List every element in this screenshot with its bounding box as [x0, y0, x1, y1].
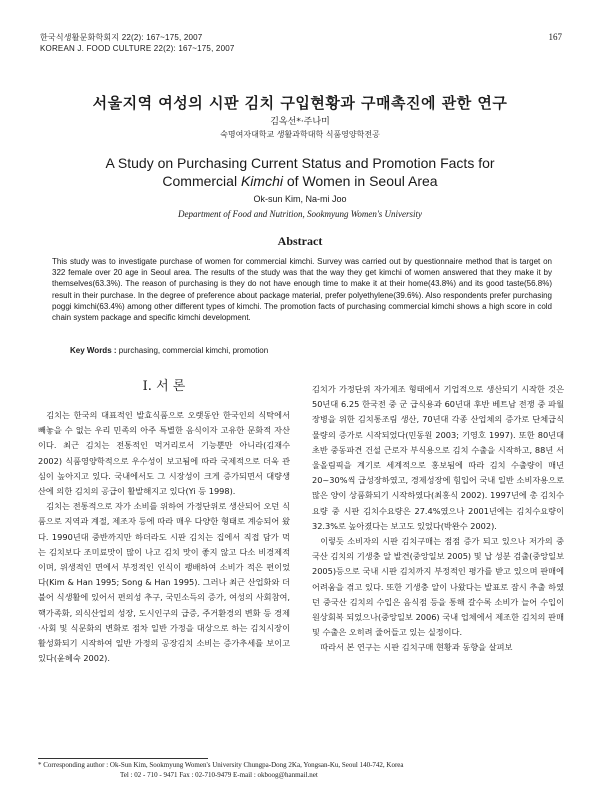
keywords [70, 346, 550, 355]
title-line2-pre: Commercial [162, 173, 241, 189]
abstract-text: This study was to investigate purchase of women for commercial kimchi. Survey was carried out by questionnaire method that is target on 322 female over 20 age in Seoul area. The results of the study was that the way they get kimchi of women answered that they make it by themselves(63.3%). The reason of purchasing is they do not have enough time to make it at their home(43.8%) and its good taste(56.8%) result in their purchase. In the degree of preference about package material, prefer polyethylene(39.6%). Also respondents prefer purchasing poggi kimchi(63.4%) among other different types of kimchi. The promotion facts of purchasing commercial kimchi shows a high score in cold chain system package and specific kimchi development. [52, 257, 552, 323]
paragraph: 김치가 가정단위 자가제조 형태에서 기업적으로 생산되기 시작한 것은 50년대 6.25 한국전 중 군 급식용과 60년대 후반 베트남 전쟁 중 파월장병을 위한 김치통조림 생산, 70년대 각종 산업체의 증가로 단체급식 물량의 증가로 시작되었다(민동원 2003; 기영호 1997). 또한 80년대 초반 중동파견 건설 근로자 부식용으로 김치 수출을 시작하고, 88년 서울올림픽을 계기로 세계적으로 홍보됨에 따라 김치 수출량이 매년 20~30%씩 급성장하였고, 경제성장에 힘입어 국내 일반 소비자용으로 많은 양이 상품화되기 시작하였다(최홍식 2002). 1997년에 총 김치수요량 중 시판 김치수요량은 27.4%였으나 2001년에는 김치수요량이 32.3%로 높아졌다는 보고도 있었다(박완수 2002). [312, 384, 564, 531]
footnote-contact: Tel : 02 - 710 - 9471 Fax : 02-710-9479 E-mail : okboog@hanmail.net [120, 770, 318, 779]
journal-name-en: KOREAN J. FOOD CULTURE 22(2): 167~175, 2007 [40, 44, 235, 53]
title-english [0, 154, 600, 190]
keywords-label: Key Words : [70, 346, 117, 355]
title-korean: 서울지역 여성의 시판 김치 구입현황과 구매촉진에 관한 연구 [92, 94, 508, 112]
affiliation-korean: 숙명여자대학교 생활과학대학 식품영양학전공 [220, 130, 380, 139]
abstract-heading: Abstract [277, 234, 323, 248]
affiliation-english: Department of Food and Nutrition, Sookmyung Women's University [177, 209, 423, 219]
footnote-author: * Corresponding author : Ok-Sun Kim, Sookmyung Women's University Chungpa-Dong 2Ka, Yongsan-Ku, Seoul 140-742, Korea [38, 761, 404, 769]
journal-header [40, 32, 235, 54]
footnote-divider [38, 758, 208, 759]
page-number: 167 [548, 32, 562, 42]
authors-english: Ok-sun Kim, Na-mi Joo [253, 194, 347, 204]
paragraph: 김치는 한국의 대표적인 발효식품으로 오랫동안 한국인의 식탁에서 빼놓을 수 없는 우리 민족의 아주 특별한 음식이자 고유한 문화적 자산이다. 최근 김치는 전통적인 먹거리로서 기능뿐만 아니라(김재수 2002) 식품영양학적으로 우수성이 보고됨에 따라 국제적으로 더욱 관심이 높아지고 있다. 국내에서도 그 시장성이 크게 증가되면서 대량생산에 의한 김치의 공급이 활발해지고 있다(Yi 등 1998). [38, 410, 290, 497]
body-column-right [312, 382, 564, 656]
paragraph: 따라서 본 연구는 시판 김치구매 현황과 동향을 살펴보 [320, 642, 513, 653]
title-english-line1: A Study on Purchasing Current Status and Promotion Facts for [105, 155, 495, 171]
paragraph: 이렇듯 소비자의 시판 김치구매는 점점 증가 되고 있으나 저가의 중국산 김치의 기생충 알 발견(중앙일보 2005) 및 납 성분 검출(중앙일보 2005)등으로 국내 시판 김치까지 부정적인 평가를 받고 있으며 판매에 어려움을 겪고 있다. 또한 기생충 알이 나왔다는 발표로 잠시 추출 하였던 중국산 김치의 수입은 음식점 등을 통해 갈수록 소비가 늘어 수입이 원상회복 되었으나(중앙일보 2006) 국내 업체에서 제조한 김치의 판매 및 수출은 오히려 줄어들고 있는 실정이다. [312, 536, 564, 638]
section-heading-introduction: I. 서 론 [142, 379, 186, 394]
title-line2-kimchi: Kimchi [240, 173, 283, 189]
paragraph: 김치는 전통적으로 자가 소비를 위하여 가정단위로 생산되어 오던 식품으로 지역과 계절, 제조자 등에 따라 매우 다양한 형태로 계승되어 왔다. 1990년대 중반까지만 하더라도 시판 김치는 집에서 직접 담가 먹는 김치보다 조미료맛이 많이 나고 김치 맛이 좋지 않고 다소 비경제적이며, 위생적인 면에서 부정적인 인식이 팽배하여 소비가 적은 편이었다(Kim & Han 1995; Song & Han 1995). 그러나 최근 산업화와 더불어 식생활에 있어서 편의성 추구, 국민소득의 증가, 여성의 사회참여, 핵가족화, 의식산업의 성장, 도시인구의 급증, 주거환경의 변화 등 경제·사회 및 식문화의 변화로 점차 일반 가정을 대상으로 하는 김치시장이 활성화되기 시작하여 일반 가정의 공장김치 소비는 증가추세를 보이고 있다(윤혜숙 2002). [38, 501, 290, 664]
body-column-left [38, 380, 290, 666]
title-line2-post: of Women in Seoul Area [282, 173, 438, 189]
authors-korean: 김옥선*·주나미 [270, 117, 330, 127]
journal-name-ko: 한국식생활문화학회지 22(2): 167~175, 2007 [40, 33, 203, 42]
title-english-line2 [0, 172, 600, 190]
keywords-list: purchasing, commercial kimchi, promotion [116, 346, 269, 355]
footnote [38, 761, 578, 780]
